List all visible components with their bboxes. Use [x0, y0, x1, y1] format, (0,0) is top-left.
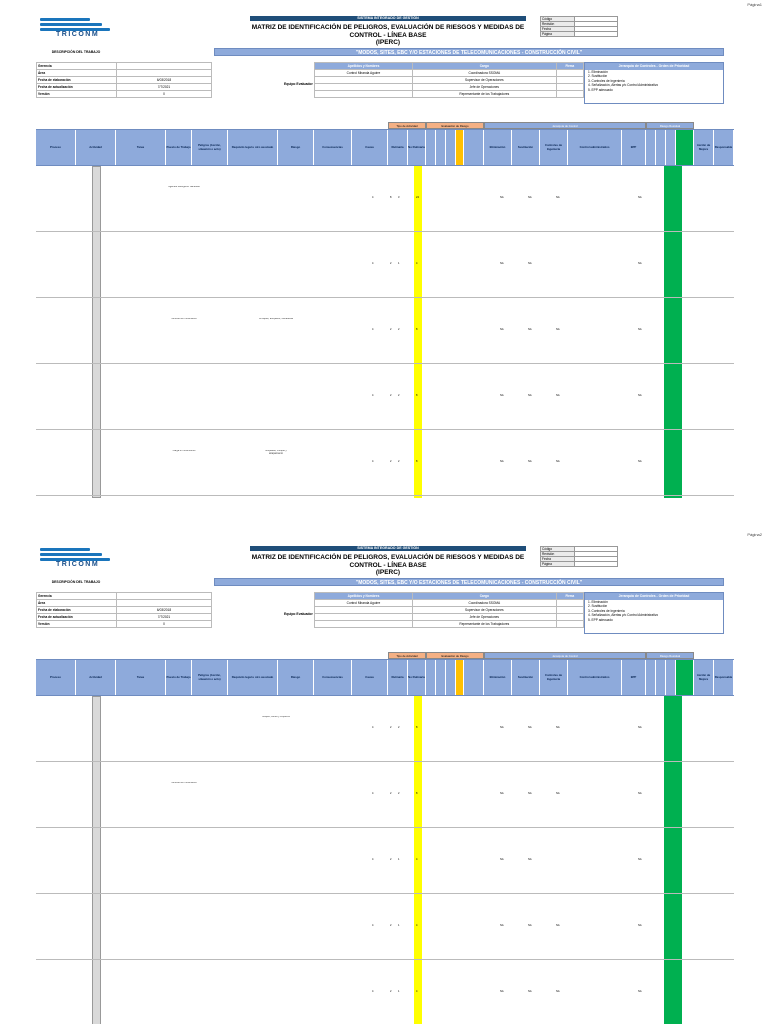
- info-table: Gerencia Área Fecha de elaboración 6/03/2018 Fecha de actualización 7/7/2021 Versión 0: [36, 592, 212, 628]
- page-number: Página2: [747, 532, 762, 537]
- iperc-sheet-page-1: [36, 12, 734, 502]
- table-row: 4 2 1 4 NA NA NA NA: [36, 960, 734, 1024]
- table-row: Agentes Biológicos: bacterias 4 8 3 24 NA NA NA NA: [36, 166, 734, 232]
- system-band: SISTEMA INTEGRADO DE GESTIÓN: [250, 16, 526, 21]
- table-row: Vehículo en movimiento Choques, atropellos, volcaduras 4 2 2 8 NA NA NA NA: [36, 298, 734, 364]
- document-code-table: Código Revisión Fecha Página: [540, 16, 618, 37]
- group-risk-type: Tipo de Actividad: [388, 652, 426, 659]
- document-title: MATRIZ DE IDENTIFICACIÓN DE PELIGROS, EVALUACIÓN DE RIESGOS Y MEDIDAS DE CONTROL - LÍNEA BASE (IPERC): [251, 554, 525, 576]
- company-name: TRICONM: [56, 31, 100, 38]
- page-number: Página1: [747, 2, 762, 7]
- evaluator-table: Apellidos y Nombres Cargo Firma Control Miranda Aguirre Coordinadora SSOMA Supervisor de Operaciones Jefe de Operaciones Representante de los Trabajadores: [314, 62, 584, 98]
- sheet-header: [36, 542, 734, 576]
- evaluator-label: Equipo Evaluador: [284, 612, 313, 616]
- group-controls: Jerarquía de Control: [484, 122, 646, 129]
- system-band: SISTEMA INTEGRADO DE GESTIÓN: [250, 546, 526, 551]
- work-description-value: "MODOS, SITES, EBC Y/O ESTACIONES DE TELECOMUNICACIONES - CONSTRUCCIÓN CIVIL": [214, 48, 724, 56]
- company-name: TRICONM: [56, 561, 100, 568]
- document-title: MATRIZ DE IDENTIFICACIÓN DE PELIGROS, EVALUACIÓN DE RIESGOS Y MEDIDAS DE CONTROL - LÍNEA BASE (IPERC): [251, 24, 525, 46]
- table-row: 4 2 1 4 NA NA NA: [36, 828, 734, 894]
- group-controls: Jerarquía de Control: [484, 652, 646, 659]
- table-row: Carga en movimiento Golpeado, choque y atrapamiento 4 2 2 8 NA NA NA NA: [36, 430, 734, 496]
- column-headers: Proceso Actividad Tarea Puesto de Trabajo Peligros (Acción, situación o acto) Requisito legal u otro asociado Riesgo Consecuencias Causa Rutinaria No Rutinaria Eliminación Sustitución Controles de Ingeniería Control administrativo EPP Acción de Mejora Responsable: [36, 659, 734, 696]
- controls-hierarchy: Jerarquía de Controles - Orden de Prioridad 1. Eliminación 2. Sustitución 3. Controles de Ingeniería 4. Señalización, Alertas y/o Control Administrativo 5. EPP adecuado: [584, 592, 724, 634]
- column-headers: Proceso Actividad Tarea Puesto de Trabajo Peligros (Acción, situación o acto) Requisito legal u otro asociado Riesgo Consecuencias Causa Rutinaria No Rutinaria Eliminación Sustitución Controles de Ingeniería Control administrativo EPP Acción de Mejora Responsable: [36, 129, 734, 166]
- group-risk-eval: Evaluación de Riesgo: [426, 652, 484, 659]
- table-row: 4 2 2 8 NA NA NA NA: [36, 364, 734, 430]
- work-description-label: DESCRIPCIÓN DEL TRABAJO: [51, 580, 101, 584]
- company-logo: [40, 16, 116, 40]
- work-description-value: "MODOS, SITES, EBC Y/O ESTACIONES DE TELECOMUNICACIONES - CONSTRUCCIÓN CIVIL": [214, 578, 724, 586]
- controls-hierarchy: Jerarquía de Controles - Orden de Prioridad 1. Eliminación 2. Sustitución 3. Controles de Ingeniería 4. Señalización, Alertas y/o Control Administrativo 5. EPP adecuado: [584, 62, 724, 104]
- company-logo: [40, 546, 116, 570]
- risk-rows: [36, 696, 734, 1024]
- group-residual: Riesgo Residual: [646, 122, 694, 129]
- table-row: Vehículo en movimiento 4 2 2 8 NA NA NA NA: [36, 762, 734, 828]
- iperc-sheet-page-2: [36, 542, 734, 1024]
- sheet-header: [36, 12, 734, 46]
- evaluator-label: Equipo Evaluador: [284, 82, 313, 86]
- group-risk-eval: Evaluación de Riesgo: [426, 122, 484, 129]
- info-table: Gerencia Área Fecha de elaboración 6/03/2018 Fecha de actualización 7/7/2021 Versión 0: [36, 62, 212, 98]
- work-description-label: DESCRIPCIÓN DEL TRABAJO: [51, 50, 101, 54]
- evaluator-table: Apellidos y Nombres Cargo Firma Control Miranda Aguirre Coordinadora SSOMA Supervisor de Operaciones Jefe de Operaciones Representante de los Trabajadores: [314, 592, 584, 628]
- table-row: 4 2 1 4 NA NA NA NA: [36, 894, 734, 960]
- risk-rows: [36, 166, 734, 496]
- group-risk-type: Tipo de Actividad: [388, 122, 426, 129]
- table-row: Golpes, cortes y tropiezos 4 2 2 8 NA NA NA NA: [36, 696, 734, 762]
- document-code-table: Código Revisión Fecha Página: [540, 546, 618, 567]
- group-residual: Riesgo Residual: [646, 652, 694, 659]
- table-row: 4 2 1 4 NA NA NA: [36, 232, 734, 298]
